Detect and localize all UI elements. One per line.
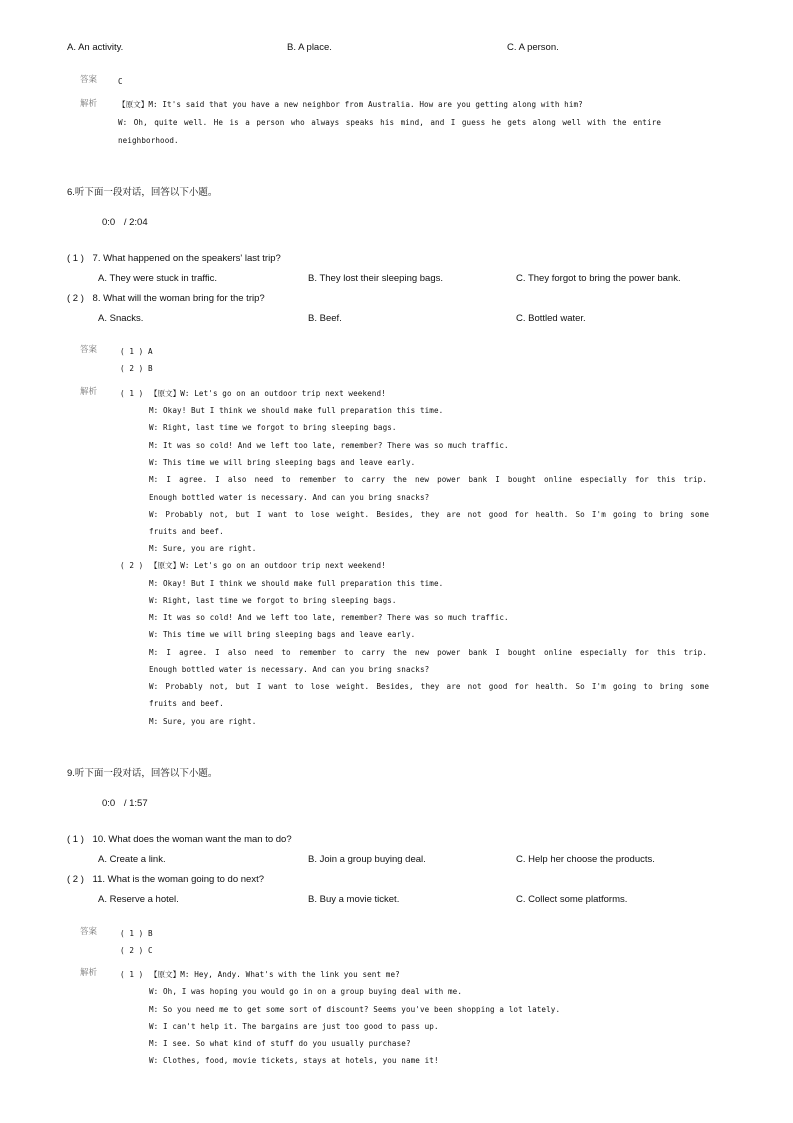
answer-label: 答案 [80,75,98,85]
answer-label: 答案 [80,345,98,355]
script-line: W: Clothes, food, movie tickets, stays at hotels, you name it! [149,1056,439,1065]
script-line: W: Probably not, but I want to lose weight. Besides, they are not good for health. So I'm going to bring some [149,682,709,691]
script-line: W: Probably not, but I want to lose weight. Besides, they are not good for health. So I'm going to bring some [149,510,709,519]
analysis-number: ( 1 ) [120,970,144,979]
answer-1: ( 1 ) B [120,929,153,938]
audio-player[interactable] [102,217,148,228]
script-line: M: I see. So what kind of stuff do you usually purchase? [149,1039,411,1048]
analysis-1-first-line [120,388,386,399]
option-a: A. An activity. [67,42,124,53]
script-line: W: I can't help it. The bargains are just too good to pass up. [149,1022,439,1031]
option-b: B. Beef. [308,313,342,324]
script-line: W: This time we will bring sleeping bags and leave early. [149,630,416,639]
script-line: W: This time we will bring sleeping bags and leave early. [149,458,416,467]
answer-label: 答案 [80,927,98,937]
sub-question-2 [67,874,264,885]
analysis-number: ( 1 ) [120,389,144,398]
sub-question-text: 10. What does the woman want the man to do? [92,834,292,845]
sub-question-number: ( 1 ) [67,253,84,264]
answer-1: ( 1 ) A [120,347,153,356]
sub-question-text: 7. What happened on the speakers' last trip? [92,253,281,264]
option-c: C. They forgot to bring the power bank. [516,273,681,284]
option-b: B. They lost their sleeping bags. [308,273,444,284]
script-line: W: Right, last time we forgot to bring sleeping bags. [149,423,397,432]
source-tag: 【原文】 [149,561,181,570]
script-line: M: I agree. I also need to remember to carry the new power bank I bought online especially for this trip. [149,475,707,484]
option-a: A. Snacks. [98,313,144,324]
source-tag: 【原文】 [118,100,149,109]
analysis-number: ( 2 ) [120,561,144,570]
option-c: C. Help her choose the products. [516,854,655,865]
sub-question-1 [67,834,292,845]
answer-2: ( 2 ) B [120,364,153,373]
question-title: 9.听下面一段对话，回答以下小题。 [67,768,218,779]
option-b: B. A place. [287,42,332,53]
analysis-1-first-line [120,969,400,980]
script-line: Enough bottled water is necessary. And can you bring snacks? [149,665,430,674]
audio-duration: / 2:04 [123,217,148,228]
option-c: C. Collect some platforms. [516,894,628,905]
sub-question-2 [67,293,265,304]
audio-duration: / 1:57 [123,798,148,809]
source-tag: 【原文】 [149,389,181,398]
sub-question-number: ( 2 ) [67,293,84,304]
script-line: M: Okay! But I think we should make full preparation this time. [149,579,444,588]
answer-2: ( 2 ) C [120,946,153,955]
option-c: C. Bottled water. [516,313,586,324]
script-line: M: It's said that you have a new neighbor from Australia. How are you getting along with him? [148,100,583,109]
question-title: 6.听下面一段对话，回答以下小题。 [67,187,218,198]
script-line: W: Let's go on an outdoor trip next weekend! [180,389,386,398]
source-tag: 【原文】 [149,970,181,979]
option-b: B. Buy a movie ticket. [308,894,400,905]
audio-player[interactable] [102,798,148,809]
sub-question-text: 8. What will the woman bring for the trip? [92,293,265,304]
sub-question-number: ( 2 ) [67,874,84,885]
option-a: A. Create a link. [98,854,166,865]
script-line: neighborhood. [118,136,179,145]
script-line: M: Sure, you are right. [149,544,257,553]
script-line: W: Oh, I was hoping you would go in on a group buying deal with me. [149,987,463,996]
audio-current-time: 0:0 [102,217,116,228]
answer-value: C [118,77,123,86]
option-a: A. Reserve a hotel. [98,894,179,905]
script-line: W: Let's go on an outdoor trip next weekend! [180,561,386,570]
analysis-label: 解析 [80,387,98,397]
script-line: M: It was so cold! And we left too late, remember? There was so much traffic. [149,613,509,622]
analysis-label: 解析 [80,99,98,109]
analysis-first-line [118,99,583,110]
option-a: A. They were stuck in traffic. [98,273,217,284]
option-b: B. Join a group buying deal. [308,854,426,865]
sub-question-text: 11. What is the woman going to do next? [92,874,264,885]
script-line: fruits and beef. [149,699,224,708]
script-line: M: So you need me to get some sort of discount? Seems you've been shopping a lot lately. [149,1005,561,1014]
analysis-label: 解析 [80,968,98,978]
sub-question-number: ( 1 ) [67,834,84,845]
script-line: fruits and beef. [149,527,224,536]
script-line: M: Hey, Andy. What's with the link you sent me? [180,970,400,979]
script-line: W: Oh, quite well. He is a person who always speaks his mind, and I guess he gets along well with the entire [118,118,661,127]
analysis-2-first-line [120,560,386,571]
script-line: M: It was so cold! And we left too late, remember? There was so much traffic. [149,441,509,450]
script-line: W: Right, last time we forgot to bring sleeping bags. [149,596,397,605]
script-line: M: Okay! But I think we should make full preparation this time. [149,406,444,415]
script-line: Enough bottled water is necessary. And can you bring snacks? [149,493,430,502]
script-line: M: I agree. I also need to remember to carry the new power bank I bought online especially for this trip. [149,648,707,657]
audio-current-time: 0:0 [102,798,116,809]
option-c: C. A person. [507,42,559,53]
sub-question-1 [67,253,281,264]
script-line: M: Sure, you are right. [149,717,257,726]
